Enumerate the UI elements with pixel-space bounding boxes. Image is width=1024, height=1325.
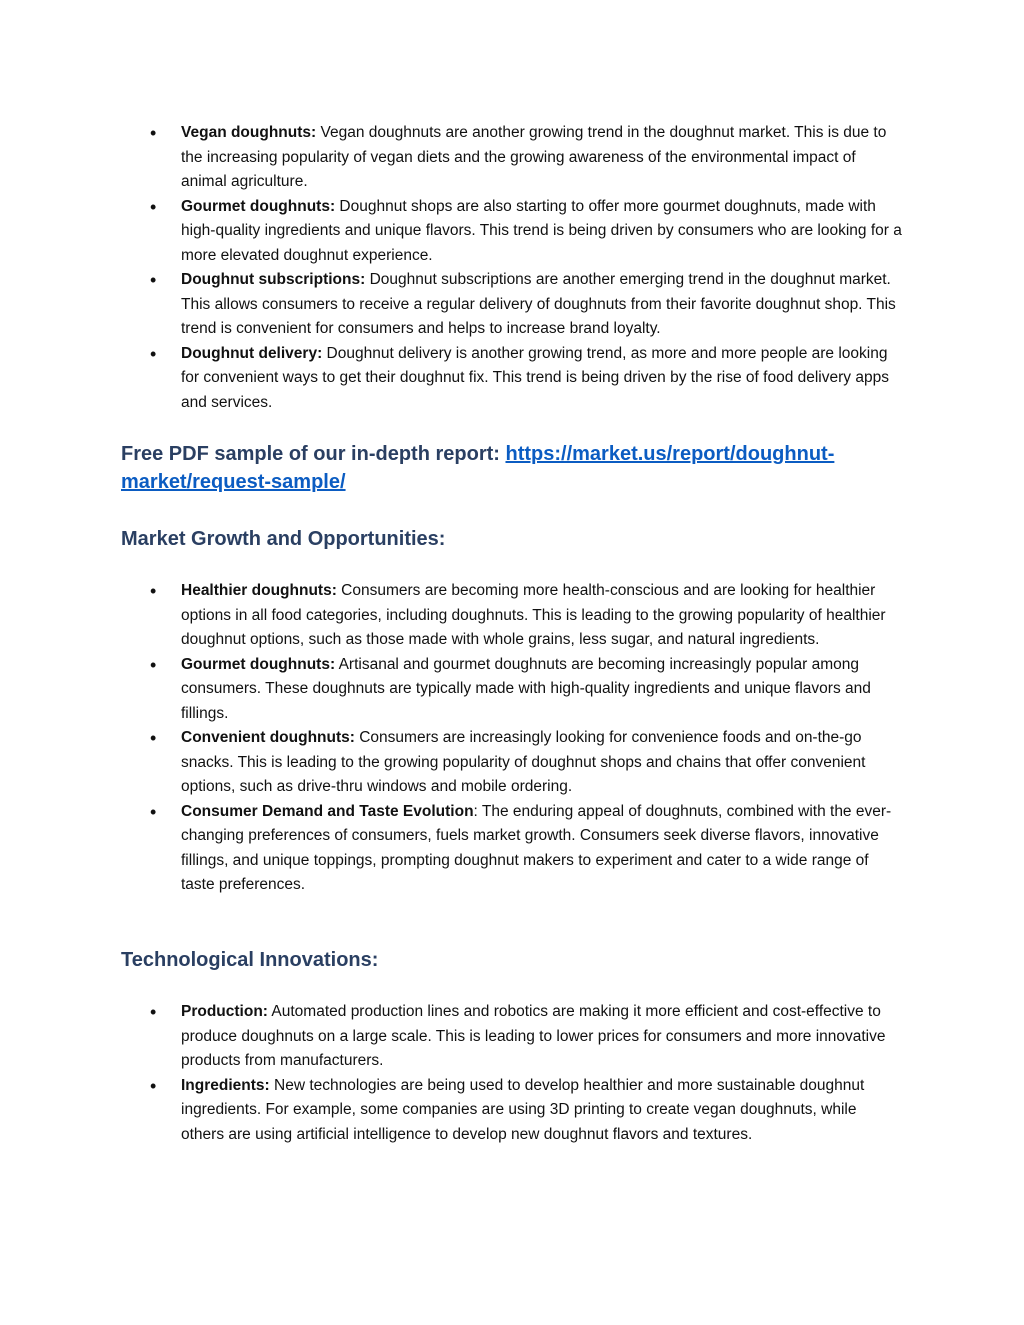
section-heading-growth: Market Growth and Opportunities: [121,528,446,550]
trends-list [0,121,903,415]
item-term: Doughnut subscriptions: [181,271,366,288]
item-term: Consumer Demand and Taste Evolution [181,802,474,820]
item-text: Automated production lines and robotics are making it more efficient and cost-effective to produce doughnuts on a large scale. This is leading to lower prices for consumers and more innovative products from manufacturers. [181,1003,886,1069]
list-item [0,1074,903,1148]
item-term: Convenient doughnuts: [181,729,355,746]
item-term: Healthier doughnuts: [181,582,337,599]
item-term: Ingredients: [181,1076,270,1094]
item-text: : The enduring appeal of doughnuts, combined with the ever-changing preferences of consumers, fuels market growth. Consumers seek diverse flavors, innovative fillings, and unique toppings, prompting doughnut makers to experiment and cater to a wide range of taste preferences. [181,802,892,893]
growth-list [0,579,903,898]
item-term: Doughnut delivery: [181,344,323,362]
section-heading-tech: Technological Innovations: [121,949,379,971]
item-term: Gourmet doughnuts: [181,655,336,673]
list-item [0,195,903,269]
item-text: Consumers are becoming more health-conscious and are looking for healthier options in all food categories, including doughnuts. This is leading to the growing popularity of healthier doughnut options, such as those made with whole grains, less sugar, and natural ingredients. [181,582,886,648]
item-text: Doughnut shops are also starting to offer more gourmet doughnuts, made with high-quality ingredients and unique flavors. This trend is being driven by consumers who are looking for a more elevated doughnut experience. [181,197,902,264]
item-text: Doughnut delivery is another growing trend, as more and more people are looking for convenient ways to get their doughnut fix. This trend is being driven by the rise of food delivery apps and services. [181,344,889,411]
sample-report-line [121,440,921,496]
tech-list [0,1000,903,1147]
list-item [0,1000,903,1074]
item-text: Doughnut subscriptions are another emerging trend in the doughnut market. This allows consumers to receive a regular delivery of doughnuts from their favorite doughnut shop. This trend is convenient for consumers and helps to increase brand loyalty. [181,271,896,337]
item-term: Gourmet doughnuts: [181,197,336,215]
item-text: New technologies are being used to develop healthier and more sustainable doughnut ingredients. For example, some companies are using 3D printing to create vegan doughnuts, while others are using artificial intelligence to develop new doughnut flavors and textures. [181,1076,865,1143]
list-item [0,268,903,342]
list-item [0,121,903,195]
item-text: Vegan doughnuts are another growing trend in the doughnut market. This is due to the increasing popularity of vegan diets and the growing awareness of the environmental impact of animal agriculture. [181,124,887,190]
list-item [0,653,903,727]
list-item [0,800,903,898]
item-text: Consumers are increasingly looking for convenience foods and on-the-go snacks. This is leading to the growing popularity of doughnut shops and chains that offer convenient options, such as drive-thru windows and mobile ordering. [181,729,866,795]
item-term: Production: [181,1003,268,1020]
item-text: Artisanal and gourmet doughnuts are becoming increasingly popular among consumers. These doughnuts are typically made with high-quality ingredients and unique flavors and fillings. [181,655,871,722]
list-item [0,726,903,800]
list-item [0,342,903,416]
list-item [0,579,903,653]
item-term: Vegan doughnuts: [181,124,317,141]
sample-label: Free PDF sample of our in-depth report: [121,443,506,465]
sample-report-link[interactable]: https://market.us/report/doughnut-market/request-sample/ [121,443,835,493]
